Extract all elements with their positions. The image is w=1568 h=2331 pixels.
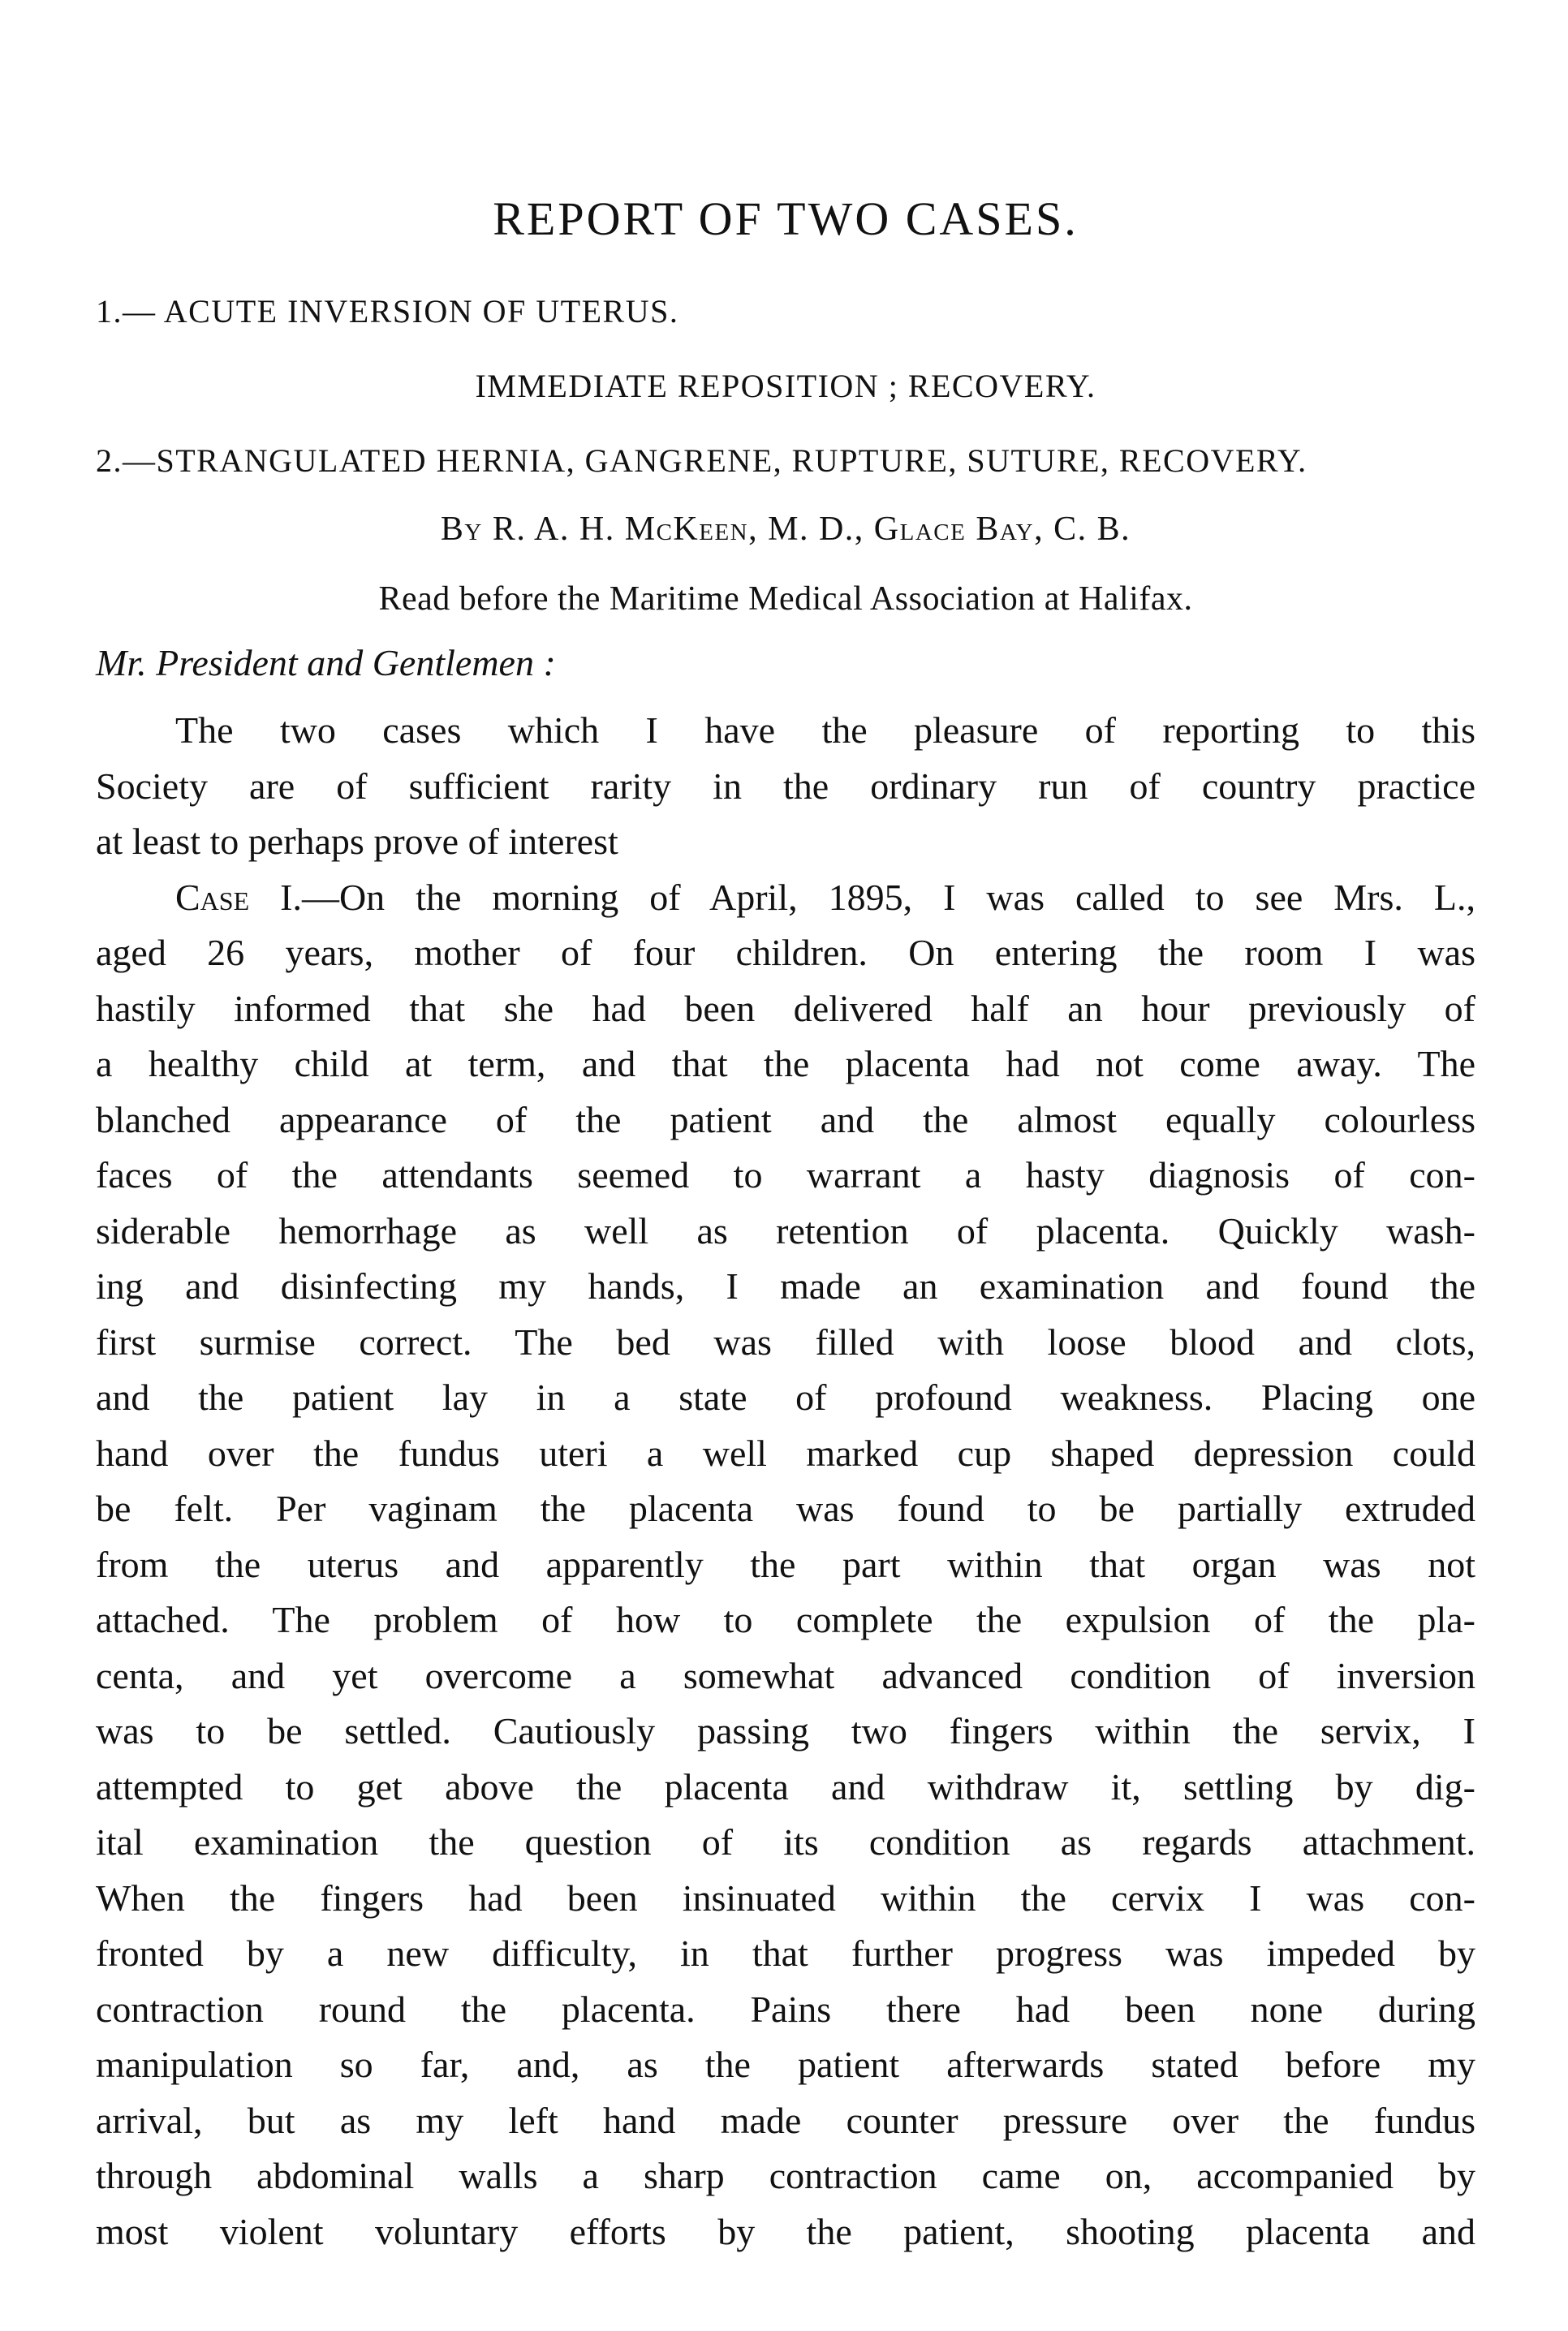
text-line: manipulation so far, and, as the patient afterwards stated before my [96, 2044, 1475, 2085]
text-line: arrival, but as my left hand made counter pressure over the fundus [96, 2099, 1475, 2141]
author-byline [96, 510, 1475, 549]
read-before-note: Read before the Maritime Medical Association at Halifax. [378, 580, 1193, 618]
text-line: aged 26 years, mother of four children. On entering the room I was [96, 932, 1475, 973]
case-two-heading: 2.—STRANGULATED HERNIA, GANGRENE, RUPTURE, SUTURE, RECOVERY. [96, 442, 1307, 479]
text-line: through abdominal walls a sharp contraction came on, accompanied by [96, 2155, 1475, 2196]
text-line: Society are of sufficient rarity in the ordinary run of country practice [96, 765, 1475, 807]
text-line: most violent voluntary efforts by the patient, shooting placenta and [96, 2210, 1475, 2252]
text-line: centa, and yet overcome a somewhat advanced condition of inversion [96, 1654, 1475, 1696]
text-line: from the uterus and apparently the part within that organ was not [96, 1543, 1475, 1585]
text-line: hastily informed that she had been delivered half an hour previously of [96, 987, 1475, 1029]
body-text [96, 703, 1475, 2260]
page-title: REPORT OF TWO CASES. [493, 192, 1079, 245]
text-line: The two cases which I have the pleasure of reporting to this [175, 709, 1475, 751]
text-line: fronted by a new difficulty, in that further progress was impeded by [96, 1932, 1475, 1974]
byline-author: R. A. H. McKeen, M. D., Glace Bay, C. B. [492, 511, 1131, 548]
text-line: ital examination the question of its condition as regards attachment. [96, 1821, 1475, 1863]
text-line: faces of the attendants seemed to warrant a hasty diagnosis of con- [96, 1154, 1475, 1196]
text-line: attached. The problem of how to complete the expulsion of the pla- [96, 1599, 1475, 1640]
text-line: siderable hemorrhage as well as retention of placenta. Quickly wash- [96, 1209, 1475, 1252]
byline-by: By [440, 511, 483, 548]
case-label: Case I. [175, 876, 302, 918]
text-line: attempted to get above the placenta and withdraw it, settling by dig- [96, 1765, 1475, 1807]
text-line: and the patient lay in a state of profound weakness. Placing one [96, 1377, 1475, 1418]
text-line: ing and disinfecting my hands, I made an examination and found the [96, 1265, 1475, 1307]
case-one-first-line: —On the morning of April, 1895, I was called to see Mrs. L., [301, 876, 1475, 918]
text-line: contraction round the placenta. Pains there had been none during [96, 1988, 1475, 2030]
text-line: blanched appearance of the patient and the almost equally colourless [96, 1098, 1475, 1140]
salutation: Mr. President and Gentlemen : [96, 642, 556, 683]
text-line: was to be settled. Cautiously passing two fingers within the servix, I [96, 1710, 1475, 1751]
text-line-case-one [96, 870, 1475, 926]
text-line: hand over the fundus uteri a well marked cup shaped depression could [96, 1432, 1475, 1474]
case-one-subheading: IMMEDIATE REPOSITION ; RECOVERY. [475, 368, 1096, 404]
text-line: a healthy child at term, and that the placenta had not come away. The [96, 1043, 1475, 1084]
text-line: first surmise correct. The bed was filled with loose blood and clots, [96, 1321, 1475, 1363]
text-line: When the fingers had been insinuated within the cervix I was con- [96, 1876, 1475, 1919]
case-one-heading: 1.— ACUTE INVERSION OF UTERUS. [96, 293, 679, 330]
text-line: at least to perhaps prove of interest [96, 821, 618, 862]
text-line: be felt. Per vaginam the placenta was found to be partially extruded [96, 1488, 1475, 1529]
